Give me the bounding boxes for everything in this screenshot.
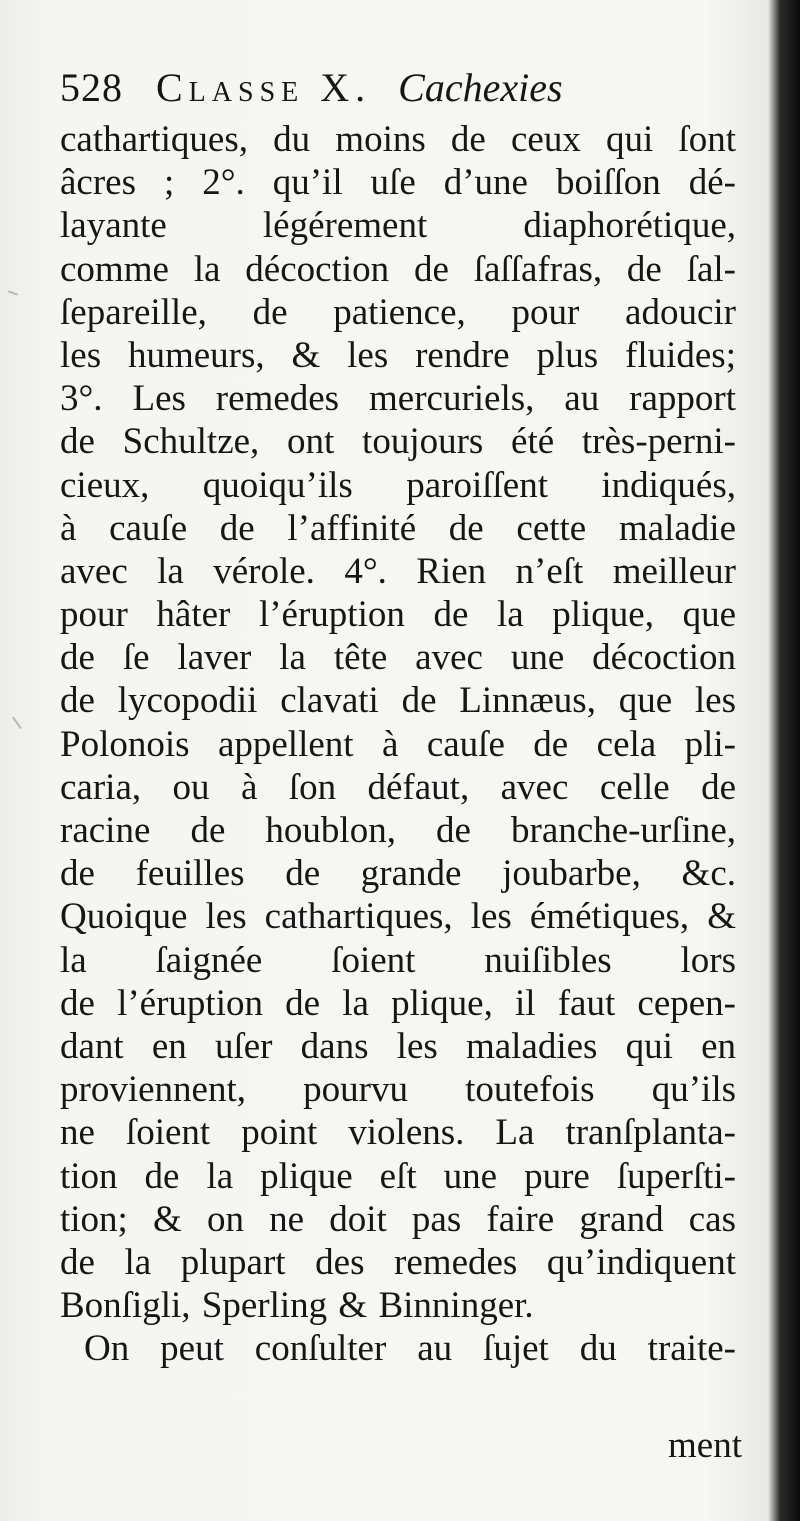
body-text <box>60 118 736 1370</box>
text-line: cieux, quoiqu’ils paroiſſent indiqués, <box>60 464 736 506</box>
margin-stray-mark <box>8 290 18 295</box>
text-line: layante légérement diaphorétique, <box>60 205 736 247</box>
page-header <box>60 60 740 120</box>
text-line: ne ſoient point violens. La tranſplanta- <box>60 1112 736 1154</box>
text-line: proviennent, pourvu toutefois qu’ils <box>60 1069 736 1111</box>
text-line: racine de houblon, de branche-urſine, <box>60 810 736 851</box>
text-line: Polonois appellent à cauſe de cela pli- <box>60 723 736 765</box>
text-line: de l’éruption de la plique, il faut cepen- <box>60 982 736 1024</box>
page-number: 528 <box>60 65 123 110</box>
text-line: Quoique les cathartiques, les émétiques, & la ſaignée ſoient nuiſibles lors <box>60 896 736 981</box>
catchword: ment <box>668 1425 742 1466</box>
text-line: dant en uſer dans les maladies qui en <box>60 1025 736 1067</box>
text-line: On peut conſulter au ſujet du traite- <box>84 1328 736 1370</box>
text-line: pour hâter l’éruption de la plique, que <box>60 594 736 636</box>
text-line: de Schultze, ont toujours été très-perni- <box>60 421 736 463</box>
text-line: de la plupart des remedes qu’indiquent <box>60 1241 736 1283</box>
text-line: de feuilles de grande joubarbe, &c. <box>60 853 736 895</box>
text-line: Bonſigli, Sperling & Binninger. <box>60 1285 534 1327</box>
text-line: à cauſe de l’affinité de cette maladie <box>60 507 736 549</box>
running-title: Cachexies <box>398 65 563 110</box>
text-line: âcres ; 2°. qu’il uſe d’une boiſſon dé- <box>60 162 736 204</box>
class-heading: Classe X. <box>156 65 372 110</box>
text-line: cathartiques, du moins de ceux qui ſont <box>60 119 736 160</box>
text-line: les humeurs, & les rendre plus fluides; <box>60 334 736 376</box>
margin-stray-mark <box>12 717 22 730</box>
text-line: comme la décoction de ſaſſafras, de ſal- <box>60 248 736 290</box>
text-line: tion de la plique eſt une pure ſuperſti- <box>60 1155 736 1197</box>
text-line: 3°. Les remedes mercuriels, au rapport <box>60 378 736 420</box>
text-line: de ſe laver la tête avec une décoction <box>60 637 736 679</box>
text-line: de lycopodii clavati de Linnæus, que les <box>60 680 736 722</box>
text-line: ſepareille, de patience, pour adoucir <box>60 291 736 333</box>
text-line: caria, ou à ſon défaut, avec celle de <box>60 766 736 808</box>
text-line: avec la vérole. 4°. Rien n’eſt meilleur <box>60 550 736 592</box>
text-line: tion; & on ne doit pas faire grand cas <box>60 1198 736 1240</box>
